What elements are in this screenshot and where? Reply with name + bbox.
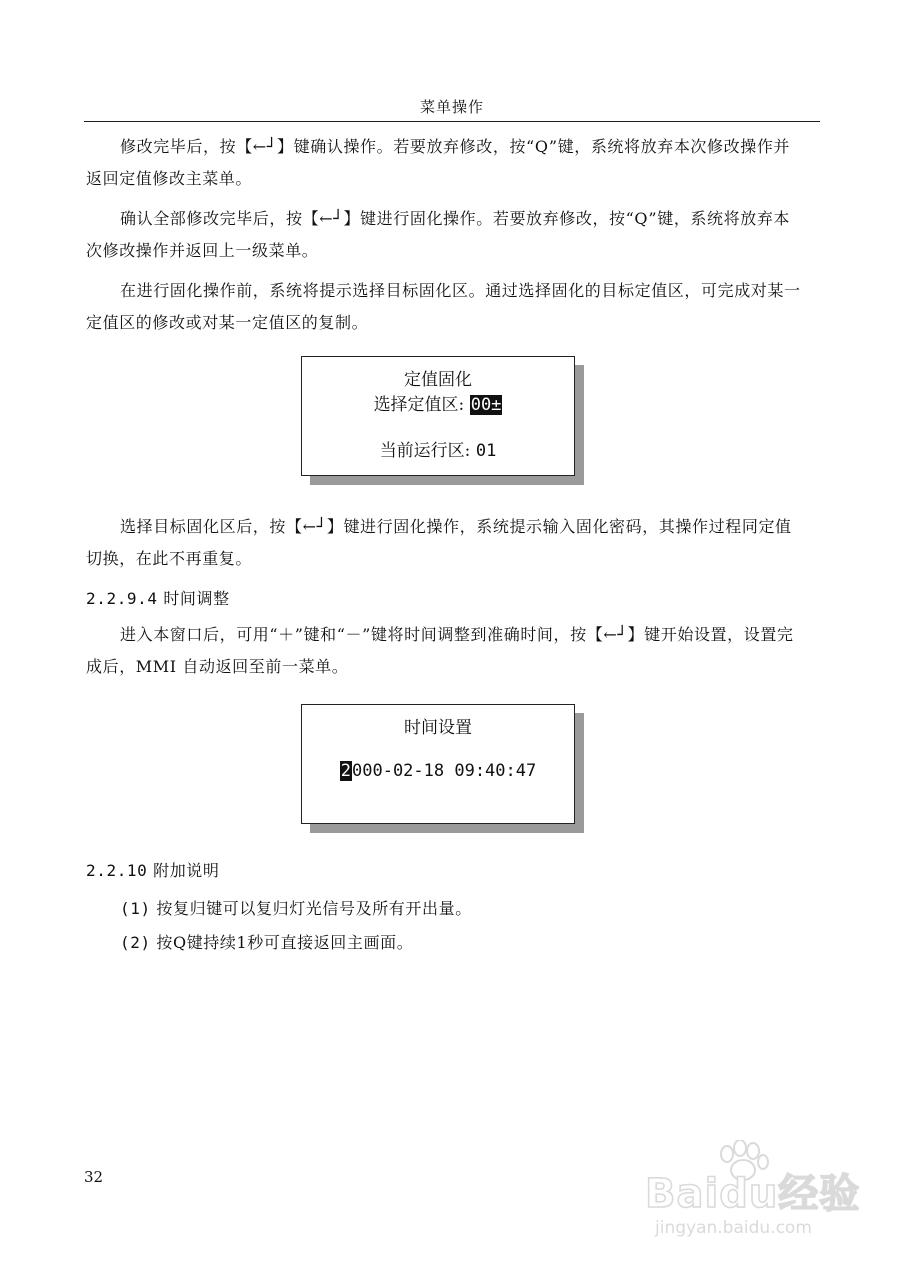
list-item-text: 按复归键可以复归灯光信号及所有开出量。	[156, 899, 472, 918]
baidu-watermark	[645, 1140, 865, 1250]
section-title: 时间调整	[163, 589, 230, 608]
paragraph-solidify: 确认全部修改完毕后，按【←┘】键进行固化操作。若要放弃修改，按“Q”键，系统将放弃本次修改操作并返回上一级菜单。	[86, 209, 791, 260]
current-zone-label: 当前运行区:	[379, 441, 471, 461]
datetime-value: 000-02-18 09:40:47	[352, 761, 537, 781]
list-item	[120, 897, 472, 921]
paragraph-after-select: 选择目标固化区后，按【←┘】键进行固化操作，系统提示输入固化密码，其操作过程同定值切换，在此不再重复。	[86, 517, 792, 568]
section-title: 附加说明	[153, 861, 220, 880]
lcd-select-row	[302, 390, 574, 415]
current-zone-value: 01	[475, 441, 497, 461]
paragraph-target-zone: 在进行固化操作前，系统将提示选择目标固化区。通过选择固化的目标定值区，可完成对某一定值区的修改或对某一定值区的复制。	[86, 281, 801, 332]
list-item-text: 按Q键持续1秒可直接返回主画面。	[156, 933, 414, 952]
paragraph-confirm-edit: 修改完毕后，按【←┘】键确认操作。若要放弃修改，按“Q”键，系统将放弃本次修改操作并返回定值修改主菜单。	[86, 137, 791, 188]
lcd-current-row	[302, 436, 574, 461]
header-rule	[84, 121, 820, 122]
watermark-url: jingyan.baidu.com	[655, 1218, 812, 1238]
lcd-screen-time	[301, 704, 575, 824]
lcd-title: 时间设置	[404, 718, 472, 738]
page-number: 32	[84, 1168, 104, 1186]
list-item-index: (1)	[120, 899, 151, 918]
select-zone-label: 选择定值区:	[373, 395, 465, 415]
lcd-screen-solidify	[301, 356, 575, 476]
section-number: 2.2.10	[86, 861, 148, 880]
section-heading-notes	[86, 859, 220, 883]
page-header: 菜单操作	[419, 98, 484, 116]
section-number: 2.2.9.4	[86, 589, 158, 608]
section-heading-time-adjust	[86, 587, 230, 611]
watermark-logo: Baidu经验	[645, 1171, 861, 1217]
list-item	[120, 931, 413, 955]
select-zone-value: 00±	[470, 395, 502, 415]
lcd-datetime	[302, 761, 574, 781]
paragraph-time-adjust: 进入本窗口后，可用“＋”键和“－”键将时间调整到准确时间，按【←┘】键开始设置，设置完成后，MMI 自动返回至前一菜单。	[86, 625, 794, 676]
datetime-cursor: 2	[340, 761, 351, 781]
list-item-index: (2)	[120, 933, 151, 952]
lcd-title: 定值固化	[404, 370, 472, 390]
